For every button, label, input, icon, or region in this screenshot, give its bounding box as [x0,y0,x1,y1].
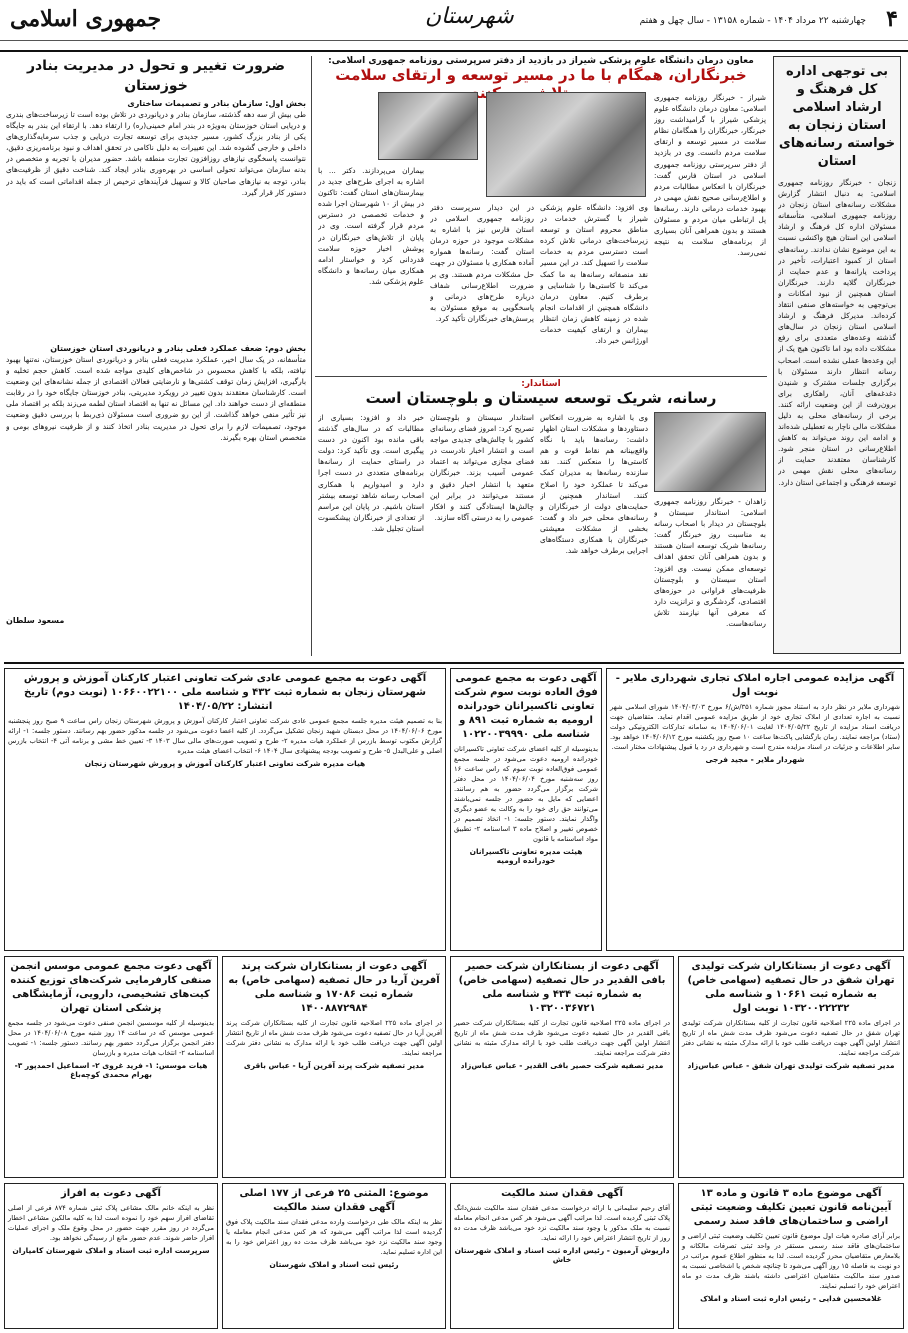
ad-body: آقای رحیم سلیمانی با ارائه درخواست مدعی فقدان سند مالکیت شش‌دانگ پلاک ثبتی گردیده است. لذا مراتب آگهی می‌شود هر کس مدعی انجام معامله نسبت به ملک مذکور یا وجود سند مالکیت نزد خود می‌باشد ظرف مدت ده روز از تاریخ انتشار اعتراض خود را ارائه نماید. [454,1204,670,1242]
ad-body: شهرداری ملایر در نظر دارد به استناد مجوز شماره ۳۵۱/ش/۶ مورخ ۱۴۰۴/۰۳/۰۳ شورای اسلامی شهر نسبت به اجاره تعدادی از املاک تجاری خود از طریق مزایده عمومی اقدام نماید. متقاضیان جهت دریافت اسناد مزایده از تاریخ ۱۴۰۴/۰۵/۲۲ لغایت ۱۴۰۴/۰۶/۰۱ به سامانه تدارکات الکترونیکی دولت (ستاد) مراجعه نمایند. زمان بازگشایی پاکت‌ها ساعت ۱۰ صبح روز یکشنبه مورخ ۱۴۰۴/۰۶/۱۲ خواهد بود. سایر اطلاعات و جزئیات در اسناد مزایده مندرج است و شهرداری در رد یا قبول پیشنهادات مختار است. [610,703,901,751]
top-article-col2: وی افزود: دانشگاه علوم پزشکی شیراز با گسترش خدمات در مناطق محروم استان و توسعه زیرساخت‌های درمانی تلاش کرده است دسترسی مردم به خدمات سلامت را تسهیل کند. در این مسیر نقد منصفانه رسانه‌ها به ما کمک می‌کند تا کاستی‌ها را شناسایی و برطرف کنیم. معاون درمان دانشگاه همچنین از اقدامات انجام شده در زمینه کاهش زمان انتظار بیماران و ارتقای کیفیت خدمات اورژانس خبر داد. [540,203,648,346]
ad-education-cooperative [4,668,446,951]
second-article-col3: استاندار سیستان و بلوچستان تصریح کرد: امروز فضای رسانه‌ای کشور با چالش‌های جدیدی مواجه است و انتشار اخبار نادرست در فضای مجازی می‌تواند به اعتماد عمومی آسیب بزند. خبرنگاران متعهد با انتشار اخبار دقیق و مستند می‌توانند در برابر این چالش‌ها ایستادگی کنند و افکار عمومی را به درستی آگاه سازند. [430,413,534,522]
second-article-headline: رسانه، شریک توسعه سیستان و بلوچستان است [365,389,717,407]
ad-footer: هیئت مدیره تعاونی تاکسیرانان خودرانده ارومیه [469,847,583,865]
top-article-kicker: معاون درمان دانشگاه علوم پزشکی شیراز در بازدید از دفتر سرپرستی روزنامه جمهوری اسلامی: [328,56,754,66]
top-article-col4: بیماران می‌پردازند. دکتر ... با اشاره به اجرای طرح‌های جدید در بیمارستان‌های استان گفت: تاکنون در بیش از ۱۰ شهرستان اجرا شده و خدمات تخصصی در دسترس مردم قرار گرفته است. وی در پایان از تلاش‌های خبرنگاران در پوشش اخبار حوزه سلامت قدردانی کرد و خواستار ادامه همکاری میان رسانه‌ها و دانشگاه علوم پزشکی شد. [318,166,424,286]
ad-footer: هیات موسس: ۱- فرید غروی ۲- اسماعیل احمدپور ۳- بهرام محمدی کوچه‌باغ [14,1061,208,1079]
top-article-header [315,56,767,86]
ad-medical-kits-association [4,956,218,1178]
page-number: ۴ [886,6,898,32]
ad-title: آگهی موضوع ماده ۳ قانون و ماده ۱۳ آیین‌نامه قانون تعیین تکلیف وضعیت ثبتی اراضی و ساختمان‌های فاقد سند رسمی [690,1188,892,1227]
ad-footer: داریوش آرمیون - رئیس اداره ثبت اسناد و املاک شهرستان خاش [454,1246,670,1264]
ad-title: موضوع: المثنی ۲۵ فرعی از ۱۷۷ اصلی آگهی فقدان سند مالکیت [239,1188,429,1213]
ad-footer: مدیر تصفیه شرکت تولیدی تهران شفق - عباس عباس‌زاد [687,1061,895,1070]
ad-body: بدینوسیله از کلیه موسسین انجمن صنفی دعوت می‌شود در جلسه مجمع عمومی موسس که در ساعت ۱۴ روز شنبه مورخ ۱۴۰۴/۰۶/۰۸ در محل دفتر انجمن برگزار می‌گردد حضور بهم رسانند. دستور جلسه: ۱- تصویب اساسنامه ۲- انتخاب هیات مدیره و بازرسان [8,1019,215,1057]
left-article-headline: ضرورت تغییر و تحول در مدیریت بنادر خوزستان [26,58,286,94]
ad-title: آگهی فقدان سند مالکیت [501,1188,623,1199]
ad-footer: مدیر تصفیه شرکت پرند آفرین آریا - عباس باقری [243,1061,425,1070]
ad-title: آگهی دعوت از بستانکاران شرکت تولیدی تهران شفق در حال تصفیه (سهامی خاص) به شماره ثبت ۱۰۶۶۱ و شناسه ملی ۱۰۳۲۰۰۲۲۲۳۲ نوبت اول [687,961,895,1014]
second-article-header [315,376,767,406]
ad-body: در اجرای ماده ۲۲۵ اصلاحیه قانون تجارت از کلیه بستانکاران شرکت پرند آفرین آریا در حال تصفیه دعوت می‌شود ظرف مدت شش ماه از تاریخ انتشار اولین آگهی جهت دریافت طلب خود با ارائه مدارک به نشانی دفتر شرکت مراجعه نمایند. [226,1019,443,1057]
ads-divider [4,662,904,664]
ad-title: آگهی دعوت به افراز [61,1188,161,1199]
page-header [0,0,908,52]
ad-body: بدینوسیله از کلیه اعضای شرکت تعاونی تاکسیرانان خودرانده ارومیه دعوت می‌شود در جلسه مجمع عمومی فوق‌العاده نوبت سوم که راس ساعت ۱۶ روز سه‌شنبه مورخ ۱۴۰۴/۰۶/۰۴ در محل دفتر شرکت برگزار می‌گردد حضور به هم رسانند. اعضایی که مایل به حضور در جلسه نمی‌باشند می‌توانند حق رای خود را به وکالت به عضو دیگری واگذار نمایند. دستور جلسه: ۱- اتخاذ تصمیم در خصوص تغییر و اصلاح ماده ۳ اساسنامه ۲- تطبیق مواد اساسنامه با قانون [454,745,598,843]
ad-body: برابر آرای صادره هیات اول موضوع قانون تعیین تکلیف وضعیت ثبتی اراضی و ساختمان‌های فاقد سند رسمی مستقر در واحد ثبتی تصرفات مالکانه و بلامعارض متقاضیان محرز گردیده است. لذا به منظور اطلاع عموم مراتب در دو نوبت به فاصله ۱۵ روز آگهی می‌شود تا چنانچه شخص یا اشخاصی نسبت به صدور سند مالکیت متقاضیان اعتراضی داشته باشند ظرف مدت دو ماه اعتراض خود را تسلیم نمایند. [682,1232,900,1290]
ad-body: نظر به اینکه مالک طی درخواست وارده مدعی فقدان سند مالکیت پلاک فوق گردیده است لذا مراتب آگهی می‌شود که هر کس مدعی انجام معامله یا وجود سند مالکیت نزد خود می‌باشد ظرف مدت ده روز اعتراض خود را به این اداره تسلیم نماید. [226,1218,442,1256]
ad-land-registration-law [678,1183,904,1329]
ad-body: بنا به تصمیم هیئت مدیره جلسه مجمع عمومی عادی شرکت تعاونی اعتبار کارکنان آموزش و پرورش شهرستان زنجان راس ساعت ۹ صبح روز پنجشنبه مورخ ۱۴۰۴/۰۶/۰۶ در محل دبستان شهید زنجان تشکیل می‌گردد. از کلیه اعضا دعوت می‌شود در جلسه مذکور حضور بهم رسانند. دستور جلسه: ۱- ارائه گزارش مکتوب توسط بازرس از عملکرد هیات مدیره ۲- طرح و تصویب صورت‌های مالی سال ۱۴۰۳ ۳- تعیین خط مشی و برنامه آتی ۴- انتخاب بازرس اصلی و علی‌البدل ۵- طرح و تصویب بودجه پیشنهادی سال ۱۴۰۴ ۶- انتخاب اعضای هیئت مدیره [8,717,443,755]
column-divider [311,56,312,656]
second-article-col1: زاهدان - خبرنگار روزنامه جمهوری اسلامی: استاندار سیستان و بلوچستان در دیدار با اصحاب رسانه به مناسبت روز خبرنگار گفت: رسانه‌ها شریک توسعه استان هستند و بدون همراهی آنان تحقق اهداف توسعه‌ای ممکن نیست. وی افزود: استان سیستان و بلوچستان ظرفیت‌های فراوانی در حوزه‌های اقتصادی، گردشگری و ترانزیت دارد که معرفی آنها نیازمند تلاش رسانه‌هاست. [654,497,766,629]
ad-footer: رئیس ثبت اسناد و املاک شهرستان [269,1260,399,1269]
sidebar-body: زنجان - خبرنگار روزنامه جمهوری اسلامی: به دنبال انتشار گزارش مشکلات رسانه‌های استان زنجان در روزنامه جمهوری اسلامی، متأسفانه مسئولان اداره کل فرهنگ و ارشاد اسلامی این استان هیچ واکنشی نسبت به این موضوع نشان ندادند. رسانه‌های استان از کمبود اعتبارات، تأخیر در پرداخت یارانه‌ها و عدم حمایت از خبرنگاران گلایه دارند. خبرنگاران استان همچنین از نبود امکانات و بی‌توجهی به خواسته‌های صنفی انتقاد کرده‌اند. مدیرکل فرهنگ و ارشاد اسلامی استان زنجان در سال‌های گذشته وعده‌های متعددی برای رفع مشکلات داده بود اما تاکنون هیچ یک از این وعده‌ها عملی نشده است. اصحاب رسانه انتظار دارند مسئولان با برگزاری جلسات مشترک و شنیدن دغدغه‌های آنان، راهکاری برای برون‌رفت از این وضعیت ارائه کنند. برخی از رسانه‌های محلی به دلیل مشکلات مالی ناچار به تعطیلی شده‌اند و ادامه این روند می‌تواند به کاهش اطلاع‌رسانی در استان منجر شود. کارشناسان معتقدند حمایت از رسانه‌های محلی نقش مهمی در توسعه فرهنگی و اجتماعی استان دارد. [778,178,896,487]
top-article-headline: خبرنگاران، همگام با ما در مسیر توسعه و ارتقای سلامت [335,66,747,84]
ad-footer: سرپرست اداره ثبت اسناد و املاک شهرستان کامیاران [12,1246,210,1255]
right-sidebar-article [773,56,901,654]
ad-title: آگهی دعوت به مجمع عمومی عادی شرکت تعاونی اعتبار کارکنان آموزش و پرورش شهرستان زنجان به شماره ثبت ۴۳۲ و شناسه ملی ۱۰۶۶۰۰۲۲۱۰۰ (نوبت دوم) تاریخ انتشار: ۱۴۰۴/۰۵/۲۲ [23,673,427,712]
left-article-part2: متأسفانه، در یک سال اخیر، عملکرد مدیریت فعلی بنادر و دریانوردی استان خوزستان، نه‌تنها بهبود نیافته، بلکه با کاهش محسوس در شاخص‌های کلیدی مواجه شده است. کاهش حجم تخلیه و بارگیری، افزایش زمان توقف کشتی‌ها و نارضایتی فعالان اقتصادی از جمله نشانه‌های این وضعیت است. کارشناسان معتقدند بدون تغییر در رویکرد مدیریتی، بنادر خوزستان جایگاه خود را در رقابت منطقه‌ای از دست خواهند داد. این مسائل نه تنها به اقتصاد استان لطمه می‌زند بلکه بر اقتصاد ملی نیز تأثیر منفی خواهد گذاشت. از این رو ضروری است مسئولان ذی‌ربط با بررسی دقیق وضعیت موجود، تصمیمات لازم را برای تحول در مدیریت بنادر اتخاذ کنند و از ظرفیت نیروهای بومی و متخصص استان بهره بگیرند. [6,355,306,442]
ad-duplicate-deed [222,1183,446,1329]
ad-partition-invitation [4,1183,218,1329]
ad-title: آگهی دعوت از بستانکاران شرکت حصیر بافی القدیر در حال تصفیه (سهامی خاص) به شماره ثبت ۴۳۴ و شناسه ملی ۱۰۳۲۰۰۳۶۷۲۱ [458,961,666,1014]
header-rule [0,40,908,41]
ad-footer: مدیر تصفیه شرکت حصیر بافی القدیر - عباس عباس‌زاد [460,1061,664,1070]
second-article-col4: خبر داد و افزود: بسیاری از مطالبات که در سال‌های گذشته باقی مانده بود اکنون در دست پیگیری است. وی تأکید کرد: دولت در راستای حمایت از رسانه‌ها برنامه‌های متعددی در دست اجرا دارد و امیدواریم با همکاری اصحاب رسانه شاهد توسعه بیشتر استان باشیم. در پایان این مراسم از تعدادی از خبرنگاران پیشکسوت استان تجلیل شد. [318,413,424,533]
top-article-col3: در این دیدار سرپرست دفتر روزنامه جمهوری اسلامی در استان فارس نیز با اشاره به مشکلات موجود در حوزه درمان استان گفت: رسانه‌ها همواره آماده همکاری با مسئولان در جهت حل مشکلات مردم هستند. وی بر ضرورت اطلاع‌رسانی شفاف درباره طرح‌های درمانی و پاسخگویی به موقع مسئولان به پرسش‌های خبرنگاران تأکید کرد. [430,203,534,323]
ad-parand-afarin [222,956,446,1178]
ad-hasir-baafi [450,956,674,1178]
left-article-subhead-2: بخش دوم: ضعف عملکرد فعلی بنادر و دریانوردی استان خوزستان [50,344,306,353]
section-title: شهرستان [425,4,514,29]
ad-lost-deed-khash [450,1183,674,1329]
date-line: چهارشنبه ۲۲ مرداد ۱۴۰۴ - شماره ۱۳۱۵۸ - سال چهل و هفتم [639,16,866,26]
ad-tehran-shafagh [678,956,904,1178]
left-article-part1: طی بیش از سه دهه گذشته، سازمان بنادر و دریانوردی در تلاش بوده است تا زیرساخت‌های بندری و دریایی استان خوزستان به‌ویژه در بندر امام خمینی(ره) را ارتقاء دهد. با ارتقاء این بندر به جایگاه یکی از بنادر بزرگ کشور، مسیر جدیدی برای توسعه تجارت دریایی و جذب سرمایه‌گذاری‌های داخلی و خارجی گشوده شد. این تغییرات به دلیل ناکامی در تحقق اهداف و نبود برنامه‌ریزی دقیق، نتوانست پاسخگوی نیازهای روزافزون تجارت منطقه باشد. حضور مدیران با تجربه و متخصص در بدنه سازمان می‌تواند تحولی اساسی در بهره‌وری بنادر ایجاد کند. شناخت دقیق از ظرفیت‌های بنادر، توجه به نیازهای صاحبان کالا و تسهیل فرآیندهای ترخیص از جمله اقداماتی است که باید در دستور کار قرار گیرد. [6,110,306,197]
top-article-photo [486,92,646,197]
ad-taxi-cooperative [450,668,602,951]
top-article-col1: شیراز - خبرنگار روزنامه جمهوری اسلامی: معاون درمان دانشگاه علوم پزشکی شیراز با گرامیداشت روز خبرنگار، خبرنگاران را همگامان نظام سلامت در مسیر توسعه و ارتقای سلامت مردم دانست. وی در بازدید از دفتر سرپرستی روزنامه جمهوری اسلامی در استان فارس گفت: خبرنگاران با انعکاس مطالبات مردم و اطلاع‌رسانی صحیح نقش مهمی در بهبود خدمات درمانی دارند. رسانه‌ها پل ارتباطی میان مردم و مسئولان هستند و بدون همراهی آنان بسیاری از برنامه‌های سلامت به نتیجه نمی‌رسد. [654,93,766,258]
ad-body: در اجرای ماده ۲۲۵ اصلاحیه قانون تجارت از کلیه بستانکاران شرکت حصیر بافی القدیر در حال تصفیه دعوت می‌شود ظرف مدت شش ماه از تاریخ انتشار اولین آگهی جهت دریافت طلب خود با ارائه مدارک مثبته به نشانی دفتر شرکت مراجعه نمایند. [454,1019,670,1057]
governor-photo [654,412,766,492]
ad-footer: غلامحسین فدایی - رئیس اداره ثبت اسناد و املاک [700,1294,882,1303]
second-article-kicker: استاندار: [521,379,561,389]
ad-title: آگهی مزایده عمومی اجاره املاک تجاری شهرداری ملایر - نوبت اول [615,673,895,698]
ad-footer: هیات مدیره شرکت تعاونی اعتبار کارکنان آموزش و پرورش شهرستان زنجان [84,759,366,768]
second-article-col2: وی با اشاره به ضرورت انعکاس دستاوردها و مشکلات استان اظهار داشت: رسانه‌ها باید با نگاه واقع‌بینانه هم نقاط قوت و هم کاستی‌ها را منعکس کنند. نقد سازنده رسانه‌ها به مدیران کمک می‌کند تا عملکرد خود را اصلاح کنند. استاندار همچنین از حمایت‌های دولت از خبرنگاران و رسانه‌های محلی خبر داد و گفت: بخشی از مشکلات معیشتی خبرنگاران با همکاری دستگاه‌های اجرایی برطرف خواهد شد. [540,413,648,556]
left-article-subhead-1: بخش اول: سازمان بنادر و تصمیمات ساختاری [127,99,306,108]
ad-auction-malayer [606,668,904,951]
left-article [6,56,306,656]
ad-title: آگهی دعوت از بستانکاران شرکت پرند آفرین آریا در حال تصفیه (سهامی خاص) به شماره ثبت ۱۷۰۸۶ و شناسه ملی ۱۴۰۰۸۸۷۲۹۸۴ [228,961,440,1014]
ad-body: نظر به اینکه خانم مالک مشاعی پلاک ثبتی شماره ۸۷۴ فرعی از اصلی تقاضای افراز سهم خود را نموده است لذا به کلیه مالکین مشاعی اخطار می‌گردد در روز مقرر جهت حضور در محل وقوع ملک و اجرای عملیات افراز حاضر شوند. عدم حضور مانع از رسیدگی نخواهد بود. [8,1204,214,1242]
ad-title: آگهی دعوت مجمع عمومی موسس انجمن صنفی کارفرمایی شرکت‌های توزیع کننده کیت‌های تشخیصی، دارویی، آزمایشگاهی پزشکی استان تهران [10,961,212,1014]
ad-footer: شهردار ملایر - مجید فرجی [705,755,805,764]
sidebar-headline: بی توجهی اداره کل فرهنگ و ارشاد اسلامی استان زنجان به خواسته رسانه‌های استان [778,64,896,169]
ad-title: آگهی دعوت به مجمع عمومی فوق العاده نوبت سوم شرکت تعاونی تاکسیرانان خودرانده ارومیه به شماره ثبت ۸۹۱ و شناسه ملی ۱۰۲۲۰۰۳۹۹۹۰ [454,673,598,740]
left-article-author: مسعود سلطان [6,616,65,625]
meeting-photo [378,92,478,160]
ad-body: در اجرای ماده ۲۲۵ اصلاحیه قانون تجارت از کلیه بستانکاران شرکت تولیدی تهران شفق در حال تصفیه دعوت می‌شود ظرف مدت شش ماه از تاریخ انتشار اولین آگهی جهت دریافت طلب خود با ارائه مدارک مثبته به نشانی دفتر شرکت مراجعه نمایند. [682,1019,900,1057]
newspaper-masthead: جمهوری اسلامی [10,6,162,32]
